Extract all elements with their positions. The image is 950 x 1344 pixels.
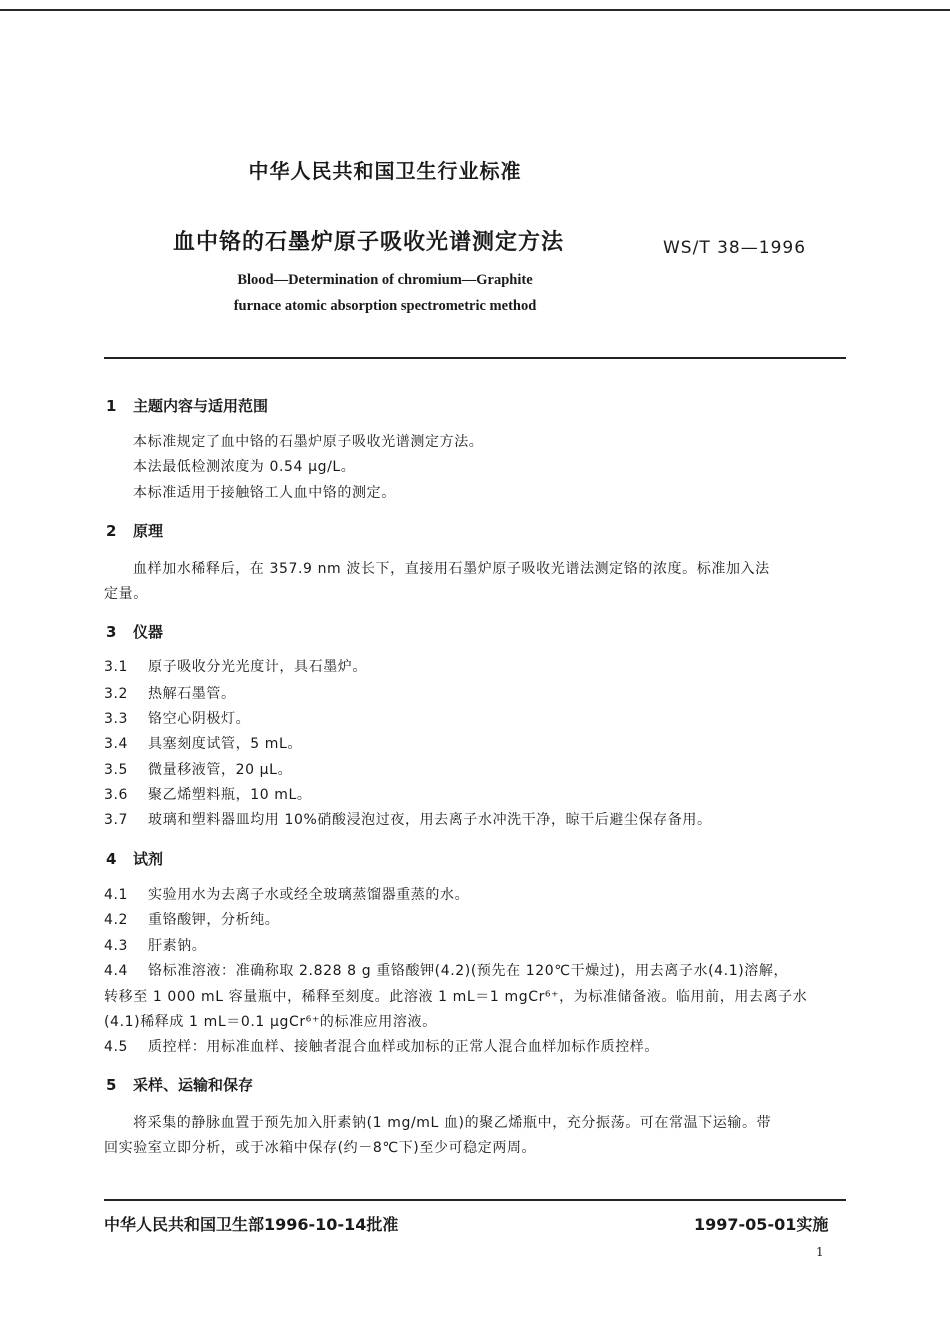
section-1-paragraph-2: 本法最低检测浓度为 0.54 μg/L。	[133, 459, 356, 475]
list-item: 3.4 具塞刻度试管，5 mL。	[104, 736, 302, 752]
section-heading-4: 4 试剂	[106, 850, 164, 868]
section-5-line-1: 将采集的静脉血置于预先加入肝素钠(1 mg/mL 血)的聚乙烯瓶中，充分振荡。可在常温下运输。带	[133, 1115, 772, 1131]
header-divider	[104, 357, 846, 359]
list-item: 4.4 铬标准溶液：准确称取 2.828 8 g 重铬酸钾(4.2)(预先在 120℃干燥过)，用去离子水(4.1)溶解，	[104, 963, 789, 979]
top-border-line	[0, 9, 950, 11]
list-item: 4.2 重铬酸钾，分析纯。	[104, 912, 280, 928]
list-item: 3.3 铬空心阴极灯。	[104, 711, 251, 727]
footer-divider	[104, 1199, 846, 1201]
section-2-line-1: 血样加水稀释后，在 357.9 nm 波长下，直接用石墨炉原子吸收光谱法测定铬的浓度。标准加入法	[133, 561, 770, 577]
document-title-en-line2: furnace atomic absorption spectrometric method	[233, 298, 537, 314]
page-number: 1	[816, 1245, 824, 1259]
section-heading-3: 3 仪器	[106, 623, 164, 641]
list-item: 3.5 微量移液管，20 μL。	[104, 762, 293, 778]
section-heading-1: 1 主题内容与适用范围	[106, 397, 269, 415]
document-title-cn: 血中铬的石墨炉原子吸收光谱测定方法	[173, 230, 565, 255]
section-5-line-2: 回实验室立即分析，或于冰箱中保存(约－8℃下)至少可稳定两周。	[104, 1140, 537, 1156]
list-item: 3.2 热解石墨管。	[104, 686, 236, 702]
section-heading-5: 5 采样、运输和保存	[106, 1076, 254, 1094]
list-item-continuation: (4.1)稀释成 1 mL＝0.1 μgCr⁶⁺的标准应用溶液。	[104, 1014, 437, 1030]
list-item: 3.6 聚乙烯塑料瓶，10 mL。	[104, 787, 312, 803]
approval-line: 中华人民共和国卫生部1996-10-14批准	[104, 1215, 399, 1234]
list-item: 4.1 实验用水为去离子水或经全玻璃蒸馏器重蒸的水。	[104, 887, 470, 903]
standard-number: WS/T 38—1996	[663, 238, 807, 258]
implementation-date: 1997-05-01实施	[694, 1215, 829, 1234]
list-item: 4.5 质控样：用标准血样、接触者混合血样或加标的正常人混合血样加标作质控样。	[104, 1039, 659, 1055]
list-item: 3.1 原子吸收分光光度计，具石墨炉。	[104, 659, 367, 675]
list-item: 4.3 肝素钠。	[104, 938, 207, 954]
section-1-paragraph-1: 本标准规定了血中铬的石墨炉原子吸收光谱测定方法。	[133, 434, 484, 450]
list-item: 3.7 玻璃和塑料器皿均用 10%硝酸浸泡过夜，用去离子水冲洗干净，晾干后避尘保存备用。	[104, 812, 712, 828]
section-1-paragraph-3: 本标准适用于接触铬工人血中铬的测定。	[133, 485, 396, 501]
section-2-line-2: 定量。	[104, 586, 148, 602]
list-item-continuation: 转移至 1 000 mL 容量瓶中，稀释至刻度。此溶液 1 mL＝1 mgCr⁶⁺，为标准储备液。临用前，用去离子水	[104, 989, 808, 1005]
document-title-en-line1: Blood—Determination of chromium—Graphite	[237, 272, 533, 288]
standard-type-heading: 中华人民共和国卫生行业标准	[248, 159, 522, 183]
section-heading-2: 2 原理	[106, 522, 164, 540]
